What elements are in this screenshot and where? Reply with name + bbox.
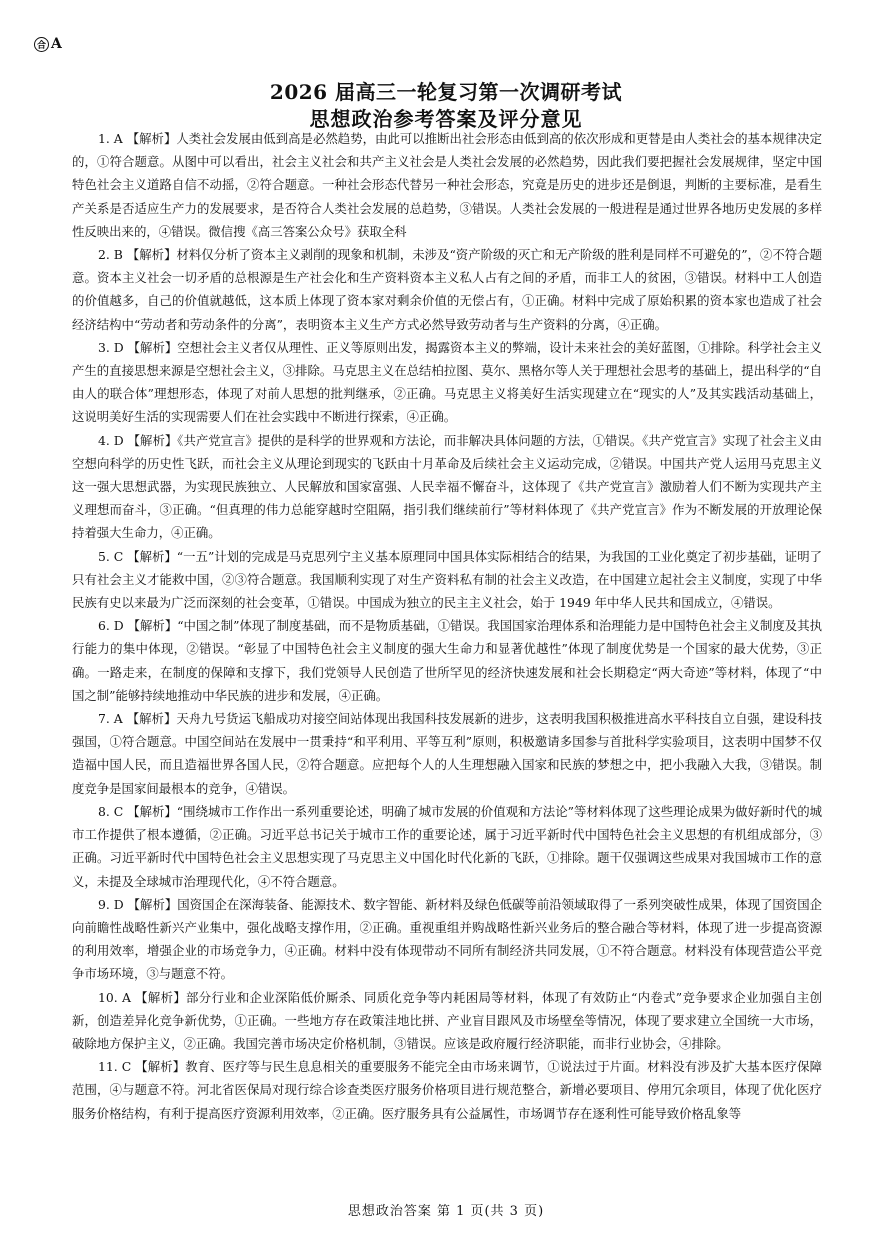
answer-list bbox=[72, 127, 822, 1125]
answer-item: 9. D 【解析】国资国企在深海装备、能源技术、数字智能、新材料及绿色低碳等前沿领域取得了一系列突破性成果，体现了国资国企向前瞻性战略性新兴产业集中，强化战略支撑作用，②正确。重视重组并购战略性新兴业务后的整合融合等材料，体现了进一步提高资源的利用效率，增强企业的市场竞争力，④正确。材料中没有体现带动不同所有制经济共同发展，①不符合题意。材料没有体现营造公平竞争市场环境，③与题意不符。 bbox=[72, 896, 822, 982]
answer-item: 6. D 【解析】“中国之制”体现了制度基础，而不是物质基础，①错误。我国国家治理体系和治理能力是中国特色社会主义制度及其执行能力的集中体现，②错误。“彰显了中国特色社会主义制度的强大生命力和显著优越性”体现了制度优势是一个国家的最大优势，③正确。一路走来，在制度的保障和支撑下，我们党领导人民创造了世所罕见的经济快速发展和社会长期稳定“两大奇迹”等材料，体现了“中国之制”能够持续地推动中华民族的进步和发展，④正确。 bbox=[72, 618, 822, 703]
answer-item: 5. C 【解析】“一五”计划的完成是马克思列宁主义基本原理同中国具体实际相结合的结果，为我国的工业化奠定了初步基础，证明了只有社会主义才能救中国，②③符合题意。我国顺利实现了对生产资料私有制的社会主义改造，在中国建立起社会主义制度，实现了中华民族有史以来最为广泛而深刻的社会变革，①错误。中国成为独立的民主主义社会，始于 1949 年中华人民共和国成立，④错误。 bbox=[72, 548, 822, 611]
exam-title: 2026 届高三一轮复习第一次调研考试 bbox=[269, 80, 623, 104]
paper-version-mark bbox=[34, 36, 62, 52]
answer-title: 思想政治参考答案及评分意见 bbox=[309, 107, 583, 131]
answer-item: 4. D 【解析】《共产党宣言》提供的是科学的世界观和方法论，而非解决具体问题的方法，①错误。《共产党宣言》实现了社会主义由空想向科学的历史性飞跃，而社会主义从理论到现实的飞跃由十月革命及后续社会主义运动完成，②错误。中国共产党人运用马克思主义这一强大思想武器，为实现民族独立、人民解放和国家富强、人民幸福不懈奋斗，这体现了《共产党宣言》激励着人们不断为实现共产主义理想而奋斗，③正确。“但真理的伟力总能穿越时空阻隔，指引我们继续前行”等材料体现了《共产党宣言》作为不断发展的开放理论保持着强大生命力，④正确。 bbox=[72, 432, 822, 541]
answer-item: 7. A 【解析】天舟九号货运飞船成功对接空间站体现出我国科技发展新的进步，这表明我国积极推进高水平科技自立自强，建设科技强国，①符合题意。中国空间站在发展中一贯秉持“和平利用、平等互利”原则，积极邀请多国参与首批科学实验项目，这表明中国梦不仅造福中国人民，而且造福世界各国人民，②符合题意。应把每个人的人生理想融入国家和民族的梦想之中，把小我融入大我，③错误。制度竞争是国家间最根本的竞争，④错误。 bbox=[72, 711, 822, 796]
circled-char-icon: 合 bbox=[34, 37, 49, 52]
answer-item: 10. A 【解析】部分行业和企业深陷低价厮杀、同质化竞争等内耗困局等材料，体现了有效防止“内卷式”竞争要求企业加强自主创新，创造差异化竞争新优势，①正确。一些地方存在政策洼地比拼、产业盲目跟风及市场壁垒等情况，体现了要求建立全国统一大市场，破除地方保护主义，②正确。我国完善市场决定价格机制，③错误。应该是政府履行经济职能，而非行业协会，④排除。 bbox=[72, 989, 822, 1051]
answer-item: 2. B 【解析】材料仅分析了资本主义剥削的现象和机制，未涉及“资产阶级的灭亡和无产阶级的胜利是同样不可避免的”，②不符合题意。资本主义社会一切矛盾的总根源是生产社会化和生产资料资本主义私人占有之间的矛盾，而非工人的贫困，③错误。材料中工人创造的价值越多，自己的价值就越低，这本质上体现了资本家对剩余价值的无偿占有，①正确。材料中完成了原始积累的资本家也造成了社会经济结构中“劳动者和劳动条件的分离”，表明资本主义生产方式必然导致劳动者与生产资料的分离，④正确。 bbox=[72, 247, 822, 332]
answer-item: 11. C 【解析】教育、医疗等与民生息息相关的重要服务不能完全由市场来调节，①说法过于片面。材料没有涉及扩大基本医疗保障范围，④与题意不符。河北省医保局对现行综合诊查类医疗服务价格项目进行规范整合，新增必要项目、停用冗余项目，体现了优化医疗服务价格结构，有利于提高医疗资源利用效率，②正确。医疗服务具有公益属性，市场调节存在逐利性可能导致价格乱象等 bbox=[72, 1059, 822, 1121]
answer-item: 8. C 【解析】“围绕城市工作作出一系列重要论述，明确了城市发展的价值观和方法论”等材料体现了这些理论成果为做好新时代的城市工作提供了根本遵循，②正确。习近平总书记关于城市工作的重要论述，属于习近平新时代中国特色社会主义思想的有机组成部分，③正确。习近平新时代中国特色社会主义思想实现了马克思主义中国化时代化新的飞跃，①排除。题干仅强调这些成果对我国城市工作的意义，未提及全球城市治理现代化，④不符合题意。 bbox=[72, 803, 822, 889]
paper-version-letter: A bbox=[51, 36, 62, 52]
answer-item: 1. A 【解析】人类社会发展由低到高是必然趋势，由此可以推断出社会形态由低到高的依次形成和更替是由人类社会的基本规律决定的，①符合题意。从图中可以看出，社会主义社会和共产主义社会是人类社会发展的必然趋势，因此我们要把握社会发展规律，坚定中国特色社会主义道路自信不动摇，②符合题意。一种社会形态代替另一种社会形态，究竟是历史的进步还是倒退，判断的主要标准，是看生产关系是否适应生产力的发展要求，是否符合人类社会发展的总趋势，③错误。人类社会发展的一般进程是通过世界各地历史发展的多样性反映出来的，④错误。微信搜《高三答案公众号》获取全科 bbox=[72, 131, 822, 239]
answer-item: 3. D 【解析】空想社会主义者仅从理性、正义等原则出发，揭露资本主义的弊端，设计未来社会的美好蓝图，①排除。科学社会主义产生的直接思想来源是空想社会主义，③排除。马克思主义在总结柏拉图、莫尔、黑格尔等人关于理想社会思考的基础上，提出科学的“自由人的联合体”理想形态，体现了对前人思想的批判继承，②正确。马克思主义将美好生活实现建立在“现实的人”及其实践活动基础上，这说明美好生活的实现需要人们在社会实践中不断进行探索，④正确。 bbox=[72, 339, 822, 425]
page-footer: 思想政治答案 第 1 页(共 3 页) bbox=[347, 1204, 545, 1219]
